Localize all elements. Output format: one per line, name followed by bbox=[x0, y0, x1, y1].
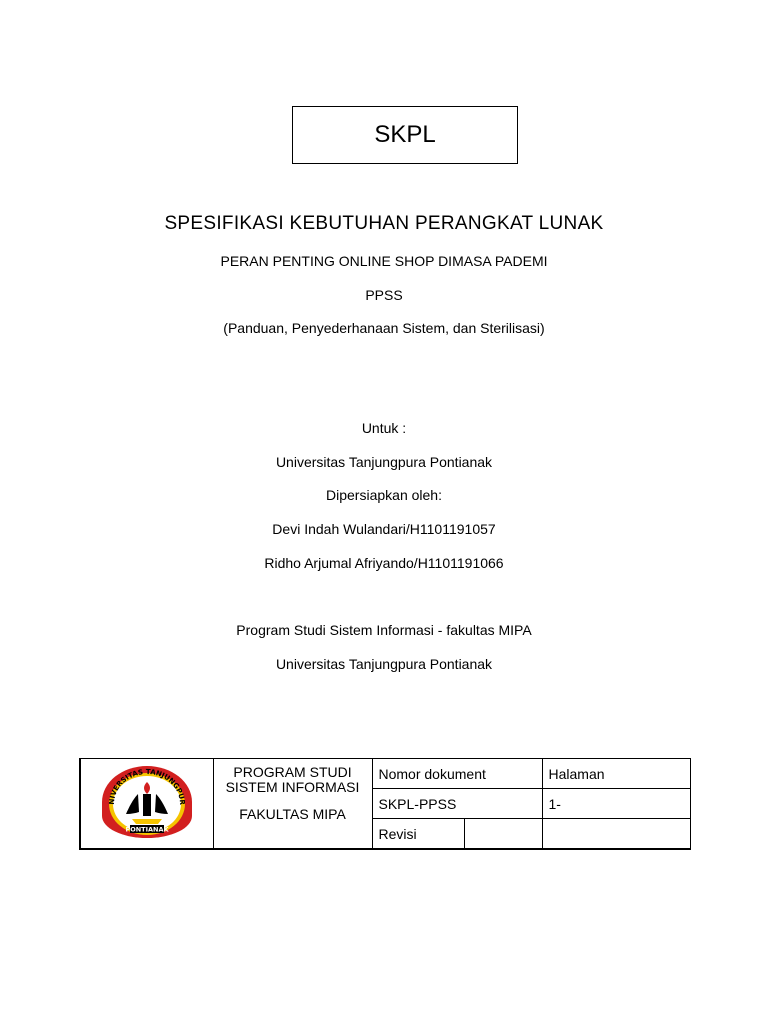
logo-top-text: NIVERSITAS TANJUNGPUR bbox=[107, 767, 186, 806]
revision-label-cell bbox=[372, 819, 464, 849]
university-logo bbox=[92, 764, 202, 840]
faculty-label: FAKULTAS MIPA bbox=[239, 806, 346, 822]
page-value: 1- bbox=[548, 795, 561, 812]
program-cell bbox=[213, 759, 372, 850]
extra-value-cell bbox=[542, 819, 690, 849]
revision-value-cell bbox=[464, 819, 542, 849]
page-label-cell bbox=[542, 759, 690, 789]
author-2: Ridho Arjumal Afriyando/H1101191066 bbox=[264, 555, 504, 571]
logo-cell bbox=[80, 759, 213, 850]
page-value-cell bbox=[542, 789, 690, 819]
acronym-expansion: (Panduan, Penyederhanaan Sistem, dan Sterilisasi) bbox=[223, 320, 545, 336]
doc-number-label-cell bbox=[372, 759, 542, 789]
for-label: Untuk : bbox=[361, 420, 407, 436]
project-title: PERAN PENTING ONLINE SHOP DIMASA PADEMI bbox=[220, 253, 548, 269]
project-acronym: PPSS bbox=[365, 287, 403, 303]
program-line-1: PROGRAM STUDI bbox=[233, 764, 352, 780]
doc-number-value-cell bbox=[372, 789, 542, 819]
doc-number-label: Nomor dokument bbox=[378, 765, 486, 782]
for-institution: Universitas Tanjungpura Pontianak bbox=[275, 454, 493, 470]
document-code-box bbox=[292, 106, 518, 164]
program-line-2: SISTEM INFORMASI bbox=[225, 779, 360, 795]
document-heading: SPESIFIKASI KEBUTUHAN PERANGKAT LUNAK bbox=[164, 213, 604, 234]
program-name: Program Studi Sistem Informasi - fakultas MIPA bbox=[236, 622, 532, 638]
revision-label: Revisi bbox=[378, 825, 417, 842]
document-code: SKPL bbox=[374, 121, 436, 148]
logo-bottom-text: PONTIANAK bbox=[125, 825, 169, 834]
prepared-by-label: Dipersiapkan oleh: bbox=[326, 487, 442, 503]
document-info-table bbox=[79, 758, 691, 850]
author-1: Devi Indah Wulandari/H1101191057 bbox=[272, 521, 496, 537]
university-name: Universitas Tanjungpura Pontianak bbox=[275, 656, 493, 672]
page-label: Halaman bbox=[548, 765, 605, 782]
doc-number-value: SKPL-PPSS bbox=[378, 795, 457, 812]
